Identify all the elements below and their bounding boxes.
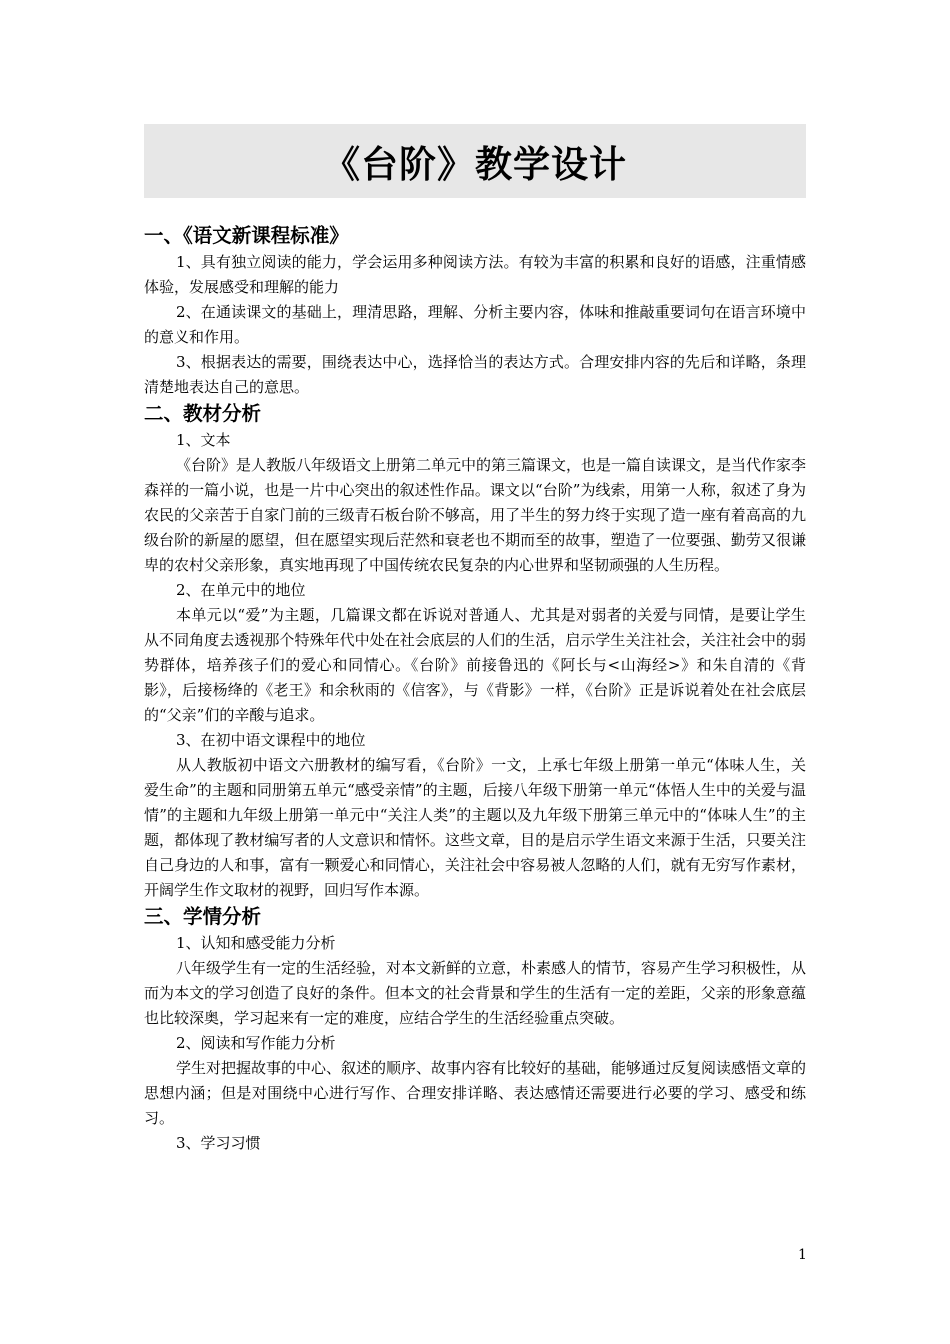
title-banner [144, 124, 806, 198]
paragraph: 3、根据表达的需要，围绕表达中心，选择恰当的表达方式。合理安排内容的先后和详略，条理清楚地表达自己的意思。 [144, 353, 806, 396]
subheading: 2、阅读和写作能力分析 [176, 1034, 336, 1052]
paragraph: 1、具有独立阅读的能力，学会运用多种阅读方法。有较为丰富的积累和良好的语感，注重情感体验，发展感受和理解的能力 [144, 253, 806, 296]
paragraph: 2、在通读课文的基础上，理清思路，理解、分析主要内容，体味和推敲重要词句在语言环境中的意义和作用。 [144, 303, 806, 346]
paragraph: 学生对把握故事的中心、叙述的顺序、故事内容有比较好的基础，能够通过反复阅读感悟文章的思想内涵；但是对围绕中心进行写作、合理安排详略、表达感情还需要进行必要的学习、感受和练习。 [144, 1059, 807, 1127]
subheading: 3、在初中语文课程中的地位 [176, 731, 366, 749]
paragraph: 八年级学生有一定的生活经验，对本文新鲜的立意，朴素感人的情节，容易产生学习积极性，从而为本文的学习创造了良好的条件。但本文的社会背景和学生的生活有一定的差距，父亲的形象意蕴也比较深奥，学习起来有一定的难度，应结合学生的生活经验重点突破。 [144, 959, 807, 1027]
subheading: 1、文本 [176, 431, 231, 449]
document-title: 《台阶》教学设计 [323, 143, 627, 186]
paragraph: 《台阶》是人教版八年级语文上册第二单元中的第三篇课文，也是一篇自读课文，是当代作家李森祥的一篇小说，也是一片中心突出的叙述性作品。课文以“台阶”为线索，用第一人称，叙述了身为农民的父亲苦于自家门前的三级青石板台阶不够高，用了半生的努力终于实现了造一座有着高高的九级台阶的新屋的愿望，但在愿望实现后茫然和衰老也不期而至的故事，塑造了一位要强、勤劳又很谦卑的农村父亲形象，真实地再现了中国传统农民复杂的内心世界和坚韧顽强的人生历程。 [144, 456, 807, 574]
paragraph: 从人教版初中语文六册教材的编写看，《台阶》一文，上承七年级上册第一单元“体味人生，关爱生命”的主题和同册第五单元“感受亲情”的主题，后接八年级下册第一单元“体悟人生中的关爱与温情”的主题和九年级上册第一单元中“关注人类”的主题以及九年级下册第三单元中的“体味人生”的主题，都体现了教材编写者的人文意识和情怀。这些文章，目的是启示学生语文来源于生活，只要关注自己身边的人和事，富有一颗爱心和同情心，关注社会中容易被人忽略的人们，就有无穷写作素材，开阔学生作文取材的视野，回归写作本源。 [144, 756, 806, 899]
section-heading-student-analysis: 三、学情分析 [144, 905, 262, 928]
subheading: 3、学习习惯 [176, 1134, 261, 1152]
subheading: 1、认知和感受能力分析 [176, 934, 336, 952]
document-body [144, 222, 806, 1156]
section-heading-textbook-analysis: 二、教材分析 [144, 402, 262, 425]
paragraph: 本单元以“爱”为主题，几篇课文都在诉说对普通人、尤其是对弱者的关爱与同情，是要让学生从不同角度去透视那个特殊年代中处在社会底层的人们的生活，启示学生关注社会，关注社会中的弱势群体，培养孩子们的爱心和同情心。《台阶》前接鲁迅的《阿长与<山海经>》和朱自清的《背影》，后接杨绛的《老王》和余秋雨的《信客》，与《背影》一样，《台阶》正是诉说着处在社会底层的“父亲”们的辛酸与追求。 [144, 606, 806, 724]
subheading: 2、在单元中的地位 [176, 581, 306, 599]
section-heading-standards: 一、《语文新课程标准》 [144, 224, 349, 247]
page-number: 1 [798, 1247, 807, 1263]
